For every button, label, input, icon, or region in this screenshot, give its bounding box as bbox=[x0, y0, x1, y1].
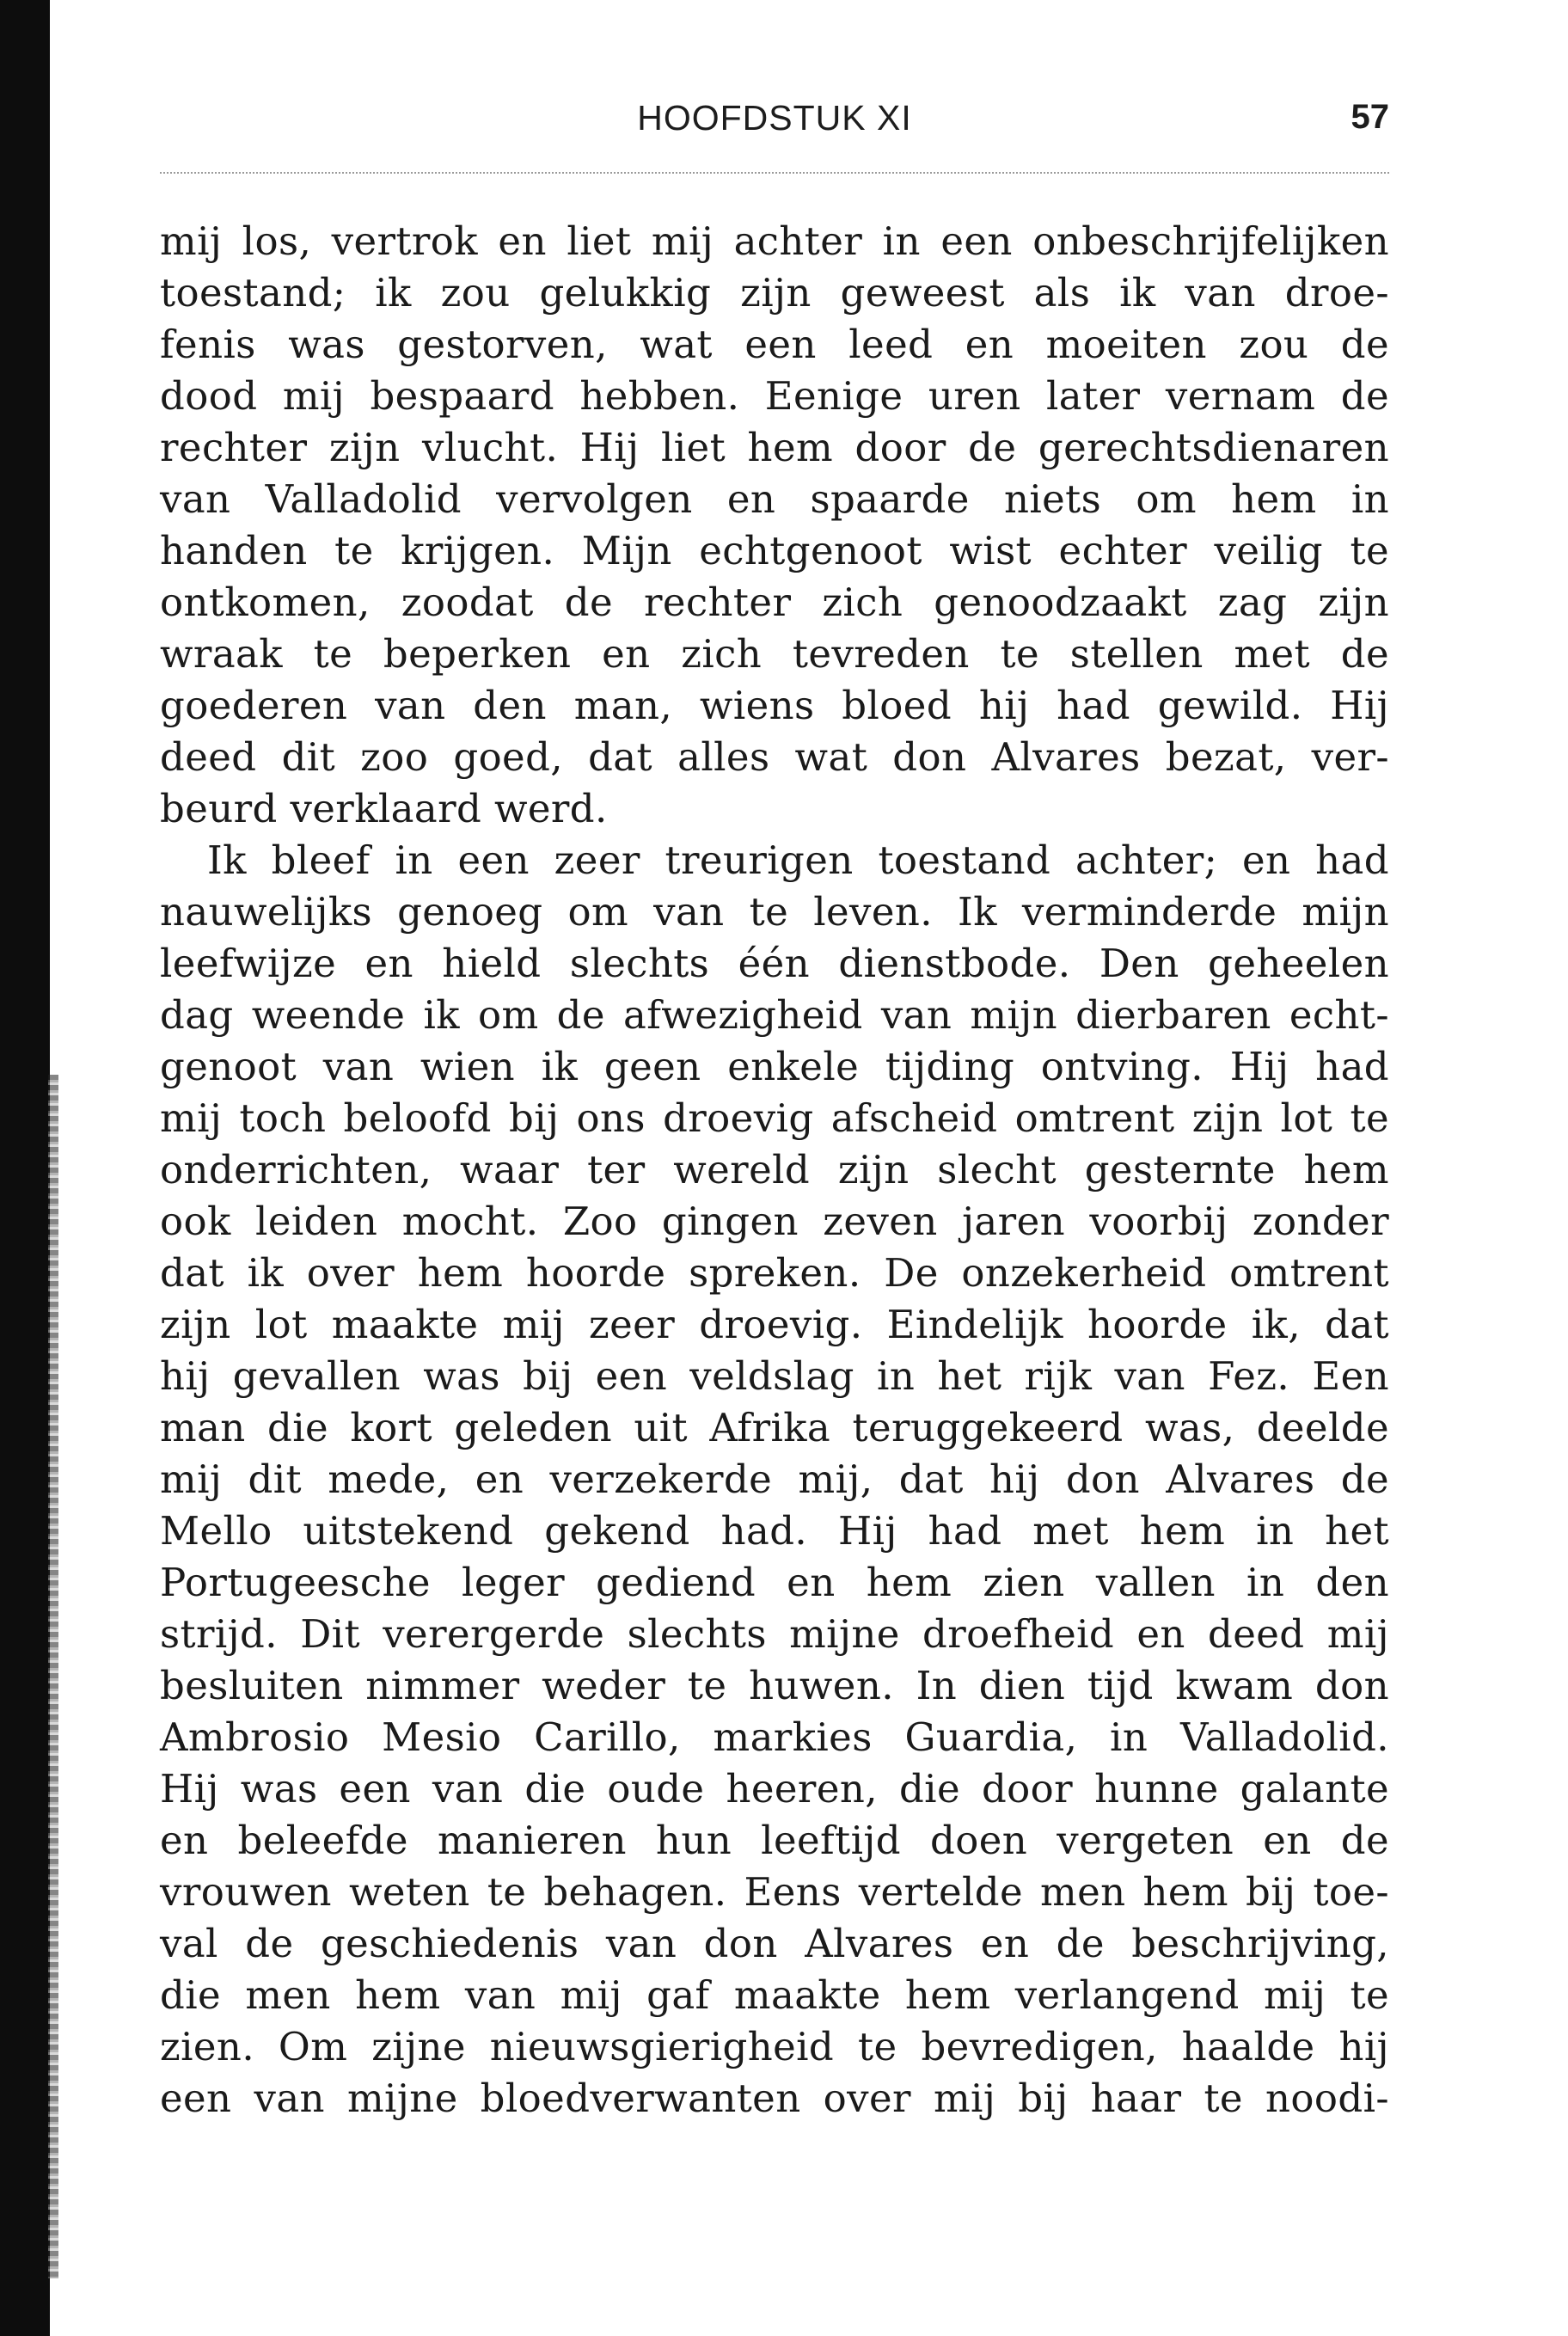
scan-binding-edge bbox=[0, 0, 50, 2336]
header-rule bbox=[160, 172, 1389, 174]
text-line: ontkomen, zoodat de rechter zich genoodzaakt zag zijn bbox=[160, 579, 1389, 625]
text-line: beurd verklaard werd. bbox=[160, 786, 608, 831]
text-line: die men hem van mij gaf maakte hem verlangend mij te bbox=[160, 1972, 1389, 2018]
text-line: mij los, vertrok en liet mij achter in een onbeschrijfelijken bbox=[160, 218, 1389, 264]
text-line: van Valladolid vervolgen en spaarde niets om hem in bbox=[160, 476, 1389, 522]
text-line: leefwijze en hield slechts één dienstbode. Den geheelen bbox=[160, 941, 1389, 986]
book-page bbox=[160, 95, 1389, 2296]
text-line: dat ik over hem hoorde spreken. De onzekerheid omtrent bbox=[160, 1250, 1389, 1296]
text-line: mij dit mede, en verzekerde mij, dat hij don Alvares de bbox=[160, 1456, 1389, 1502]
text-line: wraak te beperken en zich tevreden te stellen met de bbox=[160, 631, 1389, 677]
text-line: en beleefde manieren hun leeftijd doen vergeten en de bbox=[160, 1818, 1389, 1863]
text-line: goederen van den man, wiens bloed hij had gewild. Hij bbox=[160, 683, 1389, 728]
text-line: mij toch beloofd bij ons droevig afscheid omtrent zijn lot te bbox=[160, 1095, 1389, 1141]
text-line: onderrichten, waar ter wereld zijn slecht gesternte hem bbox=[160, 1147, 1389, 1193]
text-line: dag weende ik om de afwezigheid van mijn dierbaren echt- bbox=[160, 992, 1389, 1038]
text-line: man die kort geleden uit Afrika teruggekeerd was, deelde bbox=[160, 1405, 1389, 1450]
paragraph-2 bbox=[160, 835, 1389, 2124]
text-line: val de geschiedenis van don Alvares en de beschrijving, bbox=[160, 1921, 1389, 1966]
text-line: fenis was gestorven, wat een leed en moeiten zou de bbox=[160, 322, 1389, 367]
text-line: dood mij bespaard hebben. Eenige uren later vernam de bbox=[160, 373, 1389, 419]
text-line: Ambrosio Mesio Carillo, markies Guardia, in Valladolid. bbox=[160, 1714, 1389, 1760]
text-line: Ik bleef in een zeer treurigen toestand achter; en had bbox=[207, 837, 1389, 883]
text-line: zijn lot maakte mij zeer droevig. Eindelijk hoorde ik, dat bbox=[160, 1302, 1389, 1347]
text-line: Mello uitstekend gekend had. Hij had met hem in het bbox=[160, 1508, 1389, 1554]
text-line: toestand; ik zou gelukkig zijn geweest als ik van droe- bbox=[160, 270, 1389, 316]
text-body bbox=[160, 216, 1389, 2124]
text-line: deed dit zoo goed, dat alles wat don Alvares bezat, ver- bbox=[160, 734, 1389, 780]
chapter-heading: HOOFDSTUK XI bbox=[637, 98, 912, 138]
text-line: rechter zijn vlucht. Hij liet hem door de gerechtsdienaren bbox=[160, 425, 1389, 470]
text-line: zien. Om zijne nieuwsgierigheid te bevredigen, haalde hij bbox=[160, 2024, 1389, 2069]
text-line: ook leiden mocht. Zoo gingen zeven jaren voorbij zonder bbox=[160, 1199, 1389, 1244]
text-line: Hij was een van die oude heeren, die door hunne galante bbox=[160, 1766, 1389, 1812]
text-line: handen te krijgen. Mijn echtgenoot wist echter veilig te bbox=[160, 528, 1389, 573]
paragraph-1 bbox=[160, 216, 1389, 835]
text-line: vrouwen weten te behagen. Eens vertelde men hem bij toe- bbox=[160, 1869, 1389, 1915]
text-line: een van mijne bloedverwanten over mij bij haar te noodi- bbox=[160, 2075, 1389, 2121]
page-header bbox=[160, 95, 1389, 155]
text-line: strijd. Dit verergerde slechts mijne droefheid en deed mij bbox=[160, 1611, 1389, 1657]
text-line: nauwelijks genoeg om van te leven. Ik verminderde mijn bbox=[160, 889, 1389, 935]
text-line: hij gevallen was bij een veldslag in het rijk van Fez. Een bbox=[160, 1353, 1389, 1399]
text-line: besluiten nimmer weder te huwen. In dien tijd kwam don bbox=[160, 1663, 1389, 1708]
page-number: 57 bbox=[1351, 98, 1389, 136]
text-line: genoot van wien ik geen enkele tijding ontving. Hij had bbox=[160, 1044, 1389, 1089]
text-line: Portugeesche leger gediend en hem zien vallen in den bbox=[160, 1560, 1389, 1605]
